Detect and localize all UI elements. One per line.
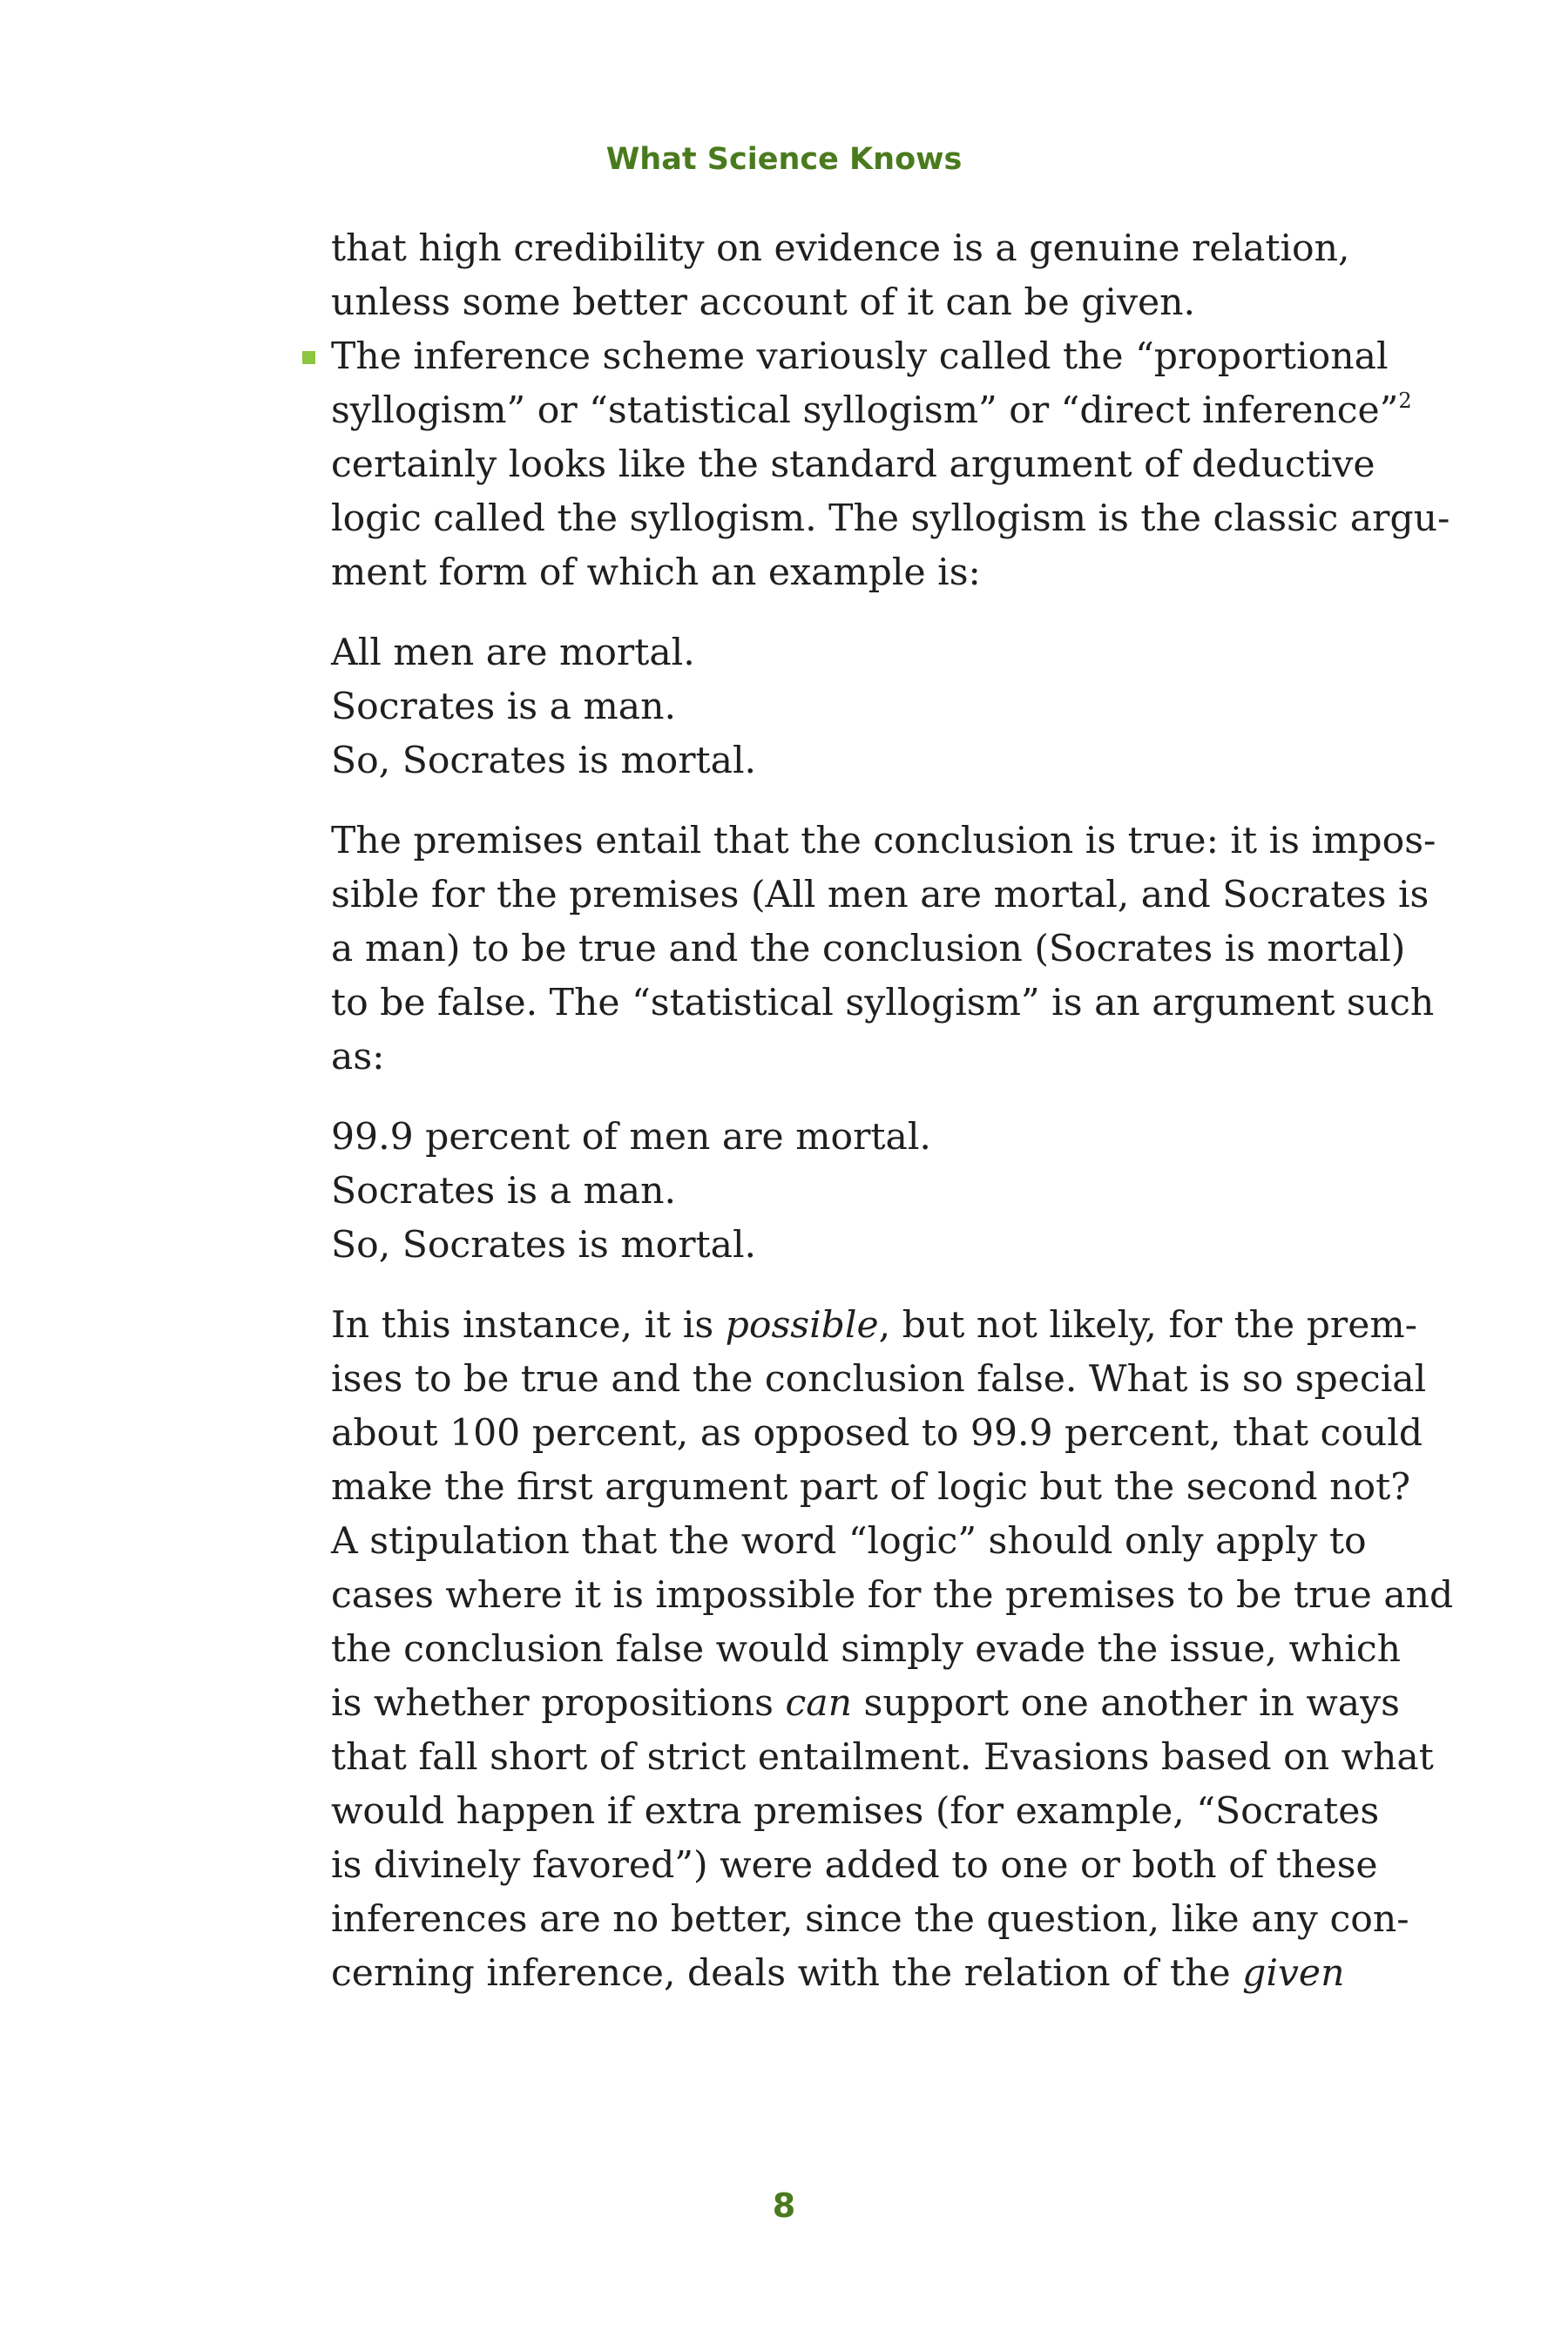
continuation-paragraph <box>331 222 1350 330</box>
text-line: that fall short of strict entailment. Evasions based on what <box>331 1736 1434 1779</box>
text-run: cerning inference, deals with the relation of the <box>331 1952 1243 1995</box>
text-run: support one another in ways <box>852 1682 1400 1725</box>
text-line <box>331 1947 1350 2001</box>
syllogism-example-statistical <box>331 1111 1350 1273</box>
text-line <box>331 1299 1418 1353</box>
text-line: The inference scheme variously called the “proportional <box>331 335 1389 378</box>
text-line: make the first argument part of logic but the second not? <box>331 1466 1410 1509</box>
text-line: unless some better account of it can be given. <box>331 281 1196 324</box>
text-line <box>331 1677 1400 1731</box>
premise-line: All men are mortal. <box>331 632 695 674</box>
premise-line: Socrates is a man. <box>331 686 676 728</box>
text-line: certainly looks like the standard argument of deductive <box>331 443 1375 486</box>
page-number: 8 <box>772 2186 796 2225</box>
text-run: In this instance, it is <box>331 1304 726 1347</box>
text-line: is divinely favored”) were added to one or both of these <box>331 1844 1378 1887</box>
text-line: the conclusion false would simply evade the issue, which <box>331 1628 1402 1671</box>
square-bullet-icon <box>302 351 315 364</box>
text-run: is whether propositions <box>331 1682 786 1725</box>
text-line: a man) to be true and the conclusion (Socrates is mortal) <box>331 928 1406 970</box>
premise-line: Socrates is a man. <box>331 1170 676 1213</box>
page-body <box>331 222 1454 2001</box>
text-line: ises to be true and the conclusion false. What is so special <box>331 1358 1427 1401</box>
paragraph-entailment <box>331 814 1436 1085</box>
text-line: The premises entail that the conclusion is true: it is impos- <box>331 820 1436 862</box>
text-line: cases where it is impossible for the premises to be true and <box>331 1574 1454 1617</box>
text-line: inferences are no better, since the question, like any con- <box>331 1898 1409 1941</box>
emphasis: possible <box>725 1304 879 1347</box>
text-line: to be false. The “statistical syllogism” is an argument such <box>331 982 1435 1024</box>
conclusion-line: So, Socrates is mortal. <box>331 740 757 782</box>
text-line: as: <box>331 1036 385 1078</box>
footnote-marker[interactable]: 2 <box>1398 389 1412 413</box>
running-head: What Science Knows <box>605 142 963 177</box>
emphasis: given <box>1242 1952 1345 1995</box>
text-line: A stipulation that the word “logic” should only apply to <box>331 1520 1367 1563</box>
text-line <box>331 384 1412 438</box>
text-line: sible for the premises (All men are mortal, and Socrates is <box>331 874 1429 916</box>
conclusion-line: So, Socrates is mortal. <box>331 1224 757 1267</box>
paragraph-discussion <box>331 1299 1454 2001</box>
bullet-item <box>331 330 1450 600</box>
syllogism-example-deductive <box>331 626 1350 788</box>
text-run: , but not likely, for the prem- <box>878 1304 1418 1347</box>
text-line: that high credibility on evidence is a genuine relation, <box>331 227 1350 270</box>
emphasis: can <box>785 1682 853 1725</box>
premise-line: 99.9 percent of men are mortal. <box>331 1116 931 1159</box>
text-line: logic called the syllogism. The syllogism is the classic argu- <box>331 497 1450 540</box>
text-line: ment form of which an example is: <box>331 551 981 594</box>
text-line: about 100 percent, as opposed to 99.9 percent, that could <box>331 1412 1423 1455</box>
text-run: syllogism” or “statistical syllogism” or “direct inference” <box>331 389 1399 432</box>
text-line: would happen if extra premises (for example, “Socrates <box>331 1790 1380 1833</box>
